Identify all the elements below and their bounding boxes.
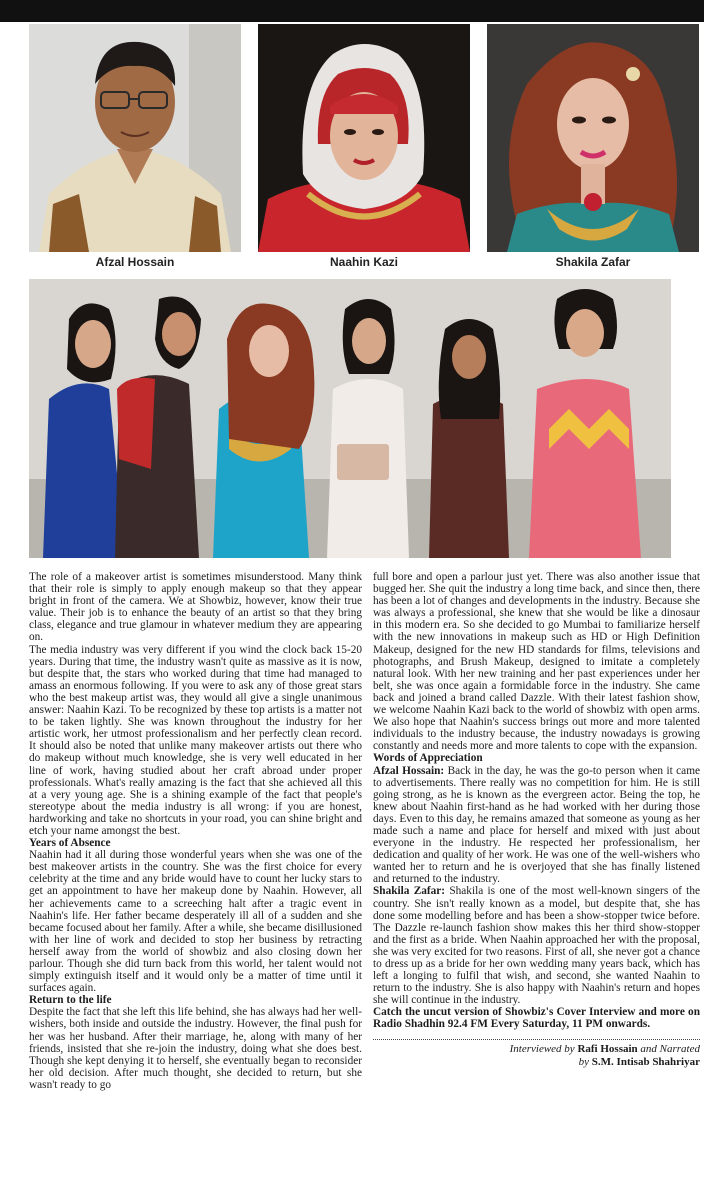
portrait-naahin-kazi-image — [258, 24, 470, 252]
top-bar — [0, 0, 704, 22]
group-photo — [29, 279, 671, 558]
section-heading: Years of Absence — [29, 837, 111, 850]
credits-interviewer: Rafi Hossain — [577, 1042, 638, 1055]
portrait-naahin-kazi — [258, 24, 470, 252]
quote-afzal-hossain — [373, 765, 700, 886]
credits-narrator: S.M. Intisab Shahriyar — [591, 1055, 700, 1068]
quote-speaker: Afzal Hossain: — [373, 764, 445, 777]
quote-shakila-zafar — [373, 885, 700, 1006]
credits-by-label: by — [578, 1055, 590, 1068]
article-column-right — [373, 571, 700, 1069]
article-column-left — [29, 571, 362, 1091]
portrait-shakila-zafar-image — [487, 24, 699, 252]
article-paragraph: full bore and open a parlour just yet. There was also another issue that bugged her. She quit the industry a long time back, and since then, there has been a lot of changes and developments in the industry. Because she was always a professional, she knew that she would be like a dinosaur in this modern era. So she decided to go Mumbai to familiarize herself with the new innovations in makeup such as HD or High Definition Makeup, designed for the new HD standards for films, televisions and photographs, and Brush Makeup, designed to imitate a completely natural look. With her new training and her past experiences under her belt, she was once again a formidable force in the industry. She came back and joined a brand called Dazzle. With their latest fashion show, we welcome Naahin Kazi back to the world of showbiz with open arms. We also hope that Naahin's success brings out more and more talented individuals to the industry because, the industry nowadays is growing constantly and needs more and more talents to cope with the expansion. — [373, 571, 700, 753]
credits — [373, 1043, 700, 1069]
caption-afzal-hossain: Afzal Hossain — [95, 255, 175, 269]
portrait-afzal-hossain — [29, 24, 241, 252]
section-heading: Return to the life — [29, 994, 112, 1007]
credits-interview-line — [373, 1043, 700, 1056]
quote-text: Back in the day, he was the go-to person when it came to advertisements. There really was no competition for him. He is still going strong, as he is known as the evergreen actor. Being the top, he knew about Naahin first-hand as he had worked with her during those days. Even to this day, he remains amazed that someone as young as her made such a name and place for herself and mixed with just about everyone in the industry. He respected her professionalism, her dedication and quality of her work. He was one of the well-wishers who wanted her to return and he is overjoyed that she has finally listened and returned to the industry. — [373, 764, 700, 886]
article-paragraph: Despite the fact that she left this life behind, she has always had her well-wishers, both inside and outside the industry. However, the final push for her was her husband. After their marriage, he, along with many of her friends, insisted that she re-join the industry, doing what she does best. Though she kept denying it to herself, she eventually began to reconsider her old decision. After much thought, she decided to return, but she wasn't ready to go — [29, 1006, 362, 1091]
article-paragraph: The role of a makeover artist is sometimes misunderstood. Many think that their role is simply to apply enough makeup so that they appear bright in front of the camera. We at Showbiz, however, know their true value. Their job is to enhance the beauty of an artist so that they bring class, elegance and true glamour in whatever medium they are appearing on. — [29, 571, 362, 644]
caption-naahin-kazi: Naahin Kazi — [329, 255, 398, 269]
credits-interviewed-label: Interviewed by — [509, 1042, 575, 1055]
article-paragraph: The media industry was very different if you wind the clock back 15-20 years. During that time, the industry wasn't quite as massive as it is now, but despite that, the stars who worked during that time had managed to amass an enormous following. If you were to ask any of those great stars who the best makeup artist was, they would all give a single unanimous answer: Naahin Kazi. To be recognized by these top artists is a matter not to be taken lightly. She was known throughout the industry for her artistic work, her utmost professionalism and her perfectly clean record. It should also be noted that unlike many makeover artists out there who do makeup without much knowledge, she is very well educated in her line of work, having studied about her craft abroad under proper professionals. What's really amazing is the fact that she achieved all this at a very young age. She is a shining example of the fact that people's stereotype about the media industry is all wrong: if you are honest, hardworking and take no shortcuts in your road, you can shine bright and etch your name amongst the best. — [29, 643, 362, 837]
quote-speaker: Shakila Zafar: — [373, 885, 446, 898]
group-photo-image — [29, 279, 671, 558]
dotted-divider — [373, 1039, 700, 1040]
quote-text: Shakila is one of the most well-known singers of the country. She isn't really known as a model, but despite that, she has done some modelling before and has been a show-stopper twice before. The Dazzle re-launch fashion show makes this her third show-stopper and the first as a bride. When Naahin approached her with the proposal, she was very excited for two reasons. First of all, she never got a chance to dress up as a bride for her own wedding many years back, which has left a longing to fulfil that wish, and second, she wanted Naahin to return to the industry. She is also happy with Naahin's return and hopes she will continue in the industry. — [373, 885, 700, 1007]
credits-narrated-label: and Narrated — [640, 1042, 700, 1055]
section-heading: Words of Appreciation — [373, 752, 483, 765]
portrait-afzal-hossain-image — [29, 24, 241, 252]
credits-narration-line — [373, 1056, 700, 1069]
radio-callout: Catch the uncut version of Showbiz's Cover Interview and more on Radio Shadhin 92.4 FM Every Saturday, 11 PM onwards. — [373, 1006, 700, 1031]
article-paragraph: Naahin had it all during those wonderful years when she was one of the best makeover artists in the country. She was the first choice for every celebrity at the time and any bride would have to count her lucky stars to get an appointment to have her makeup done by Naahin. However, all her achievements came to a screeching halt after a tragic event in Naahin's life. Her father became desperately ill all of a sudden and she became focused about her family. After a while, she became disillusioned with her line of work and decided to stop her business by retracting herself away from the world of showbiz and also closing down her parlour. Though she did turn back from this world, her talent would not simply extinguish itself and it would only be a matter of time until it surfaces again. — [29, 849, 362, 995]
portrait-shakila-zafar — [487, 24, 699, 252]
caption-shakila-zafar: Shakila Zafar — [555, 255, 631, 269]
